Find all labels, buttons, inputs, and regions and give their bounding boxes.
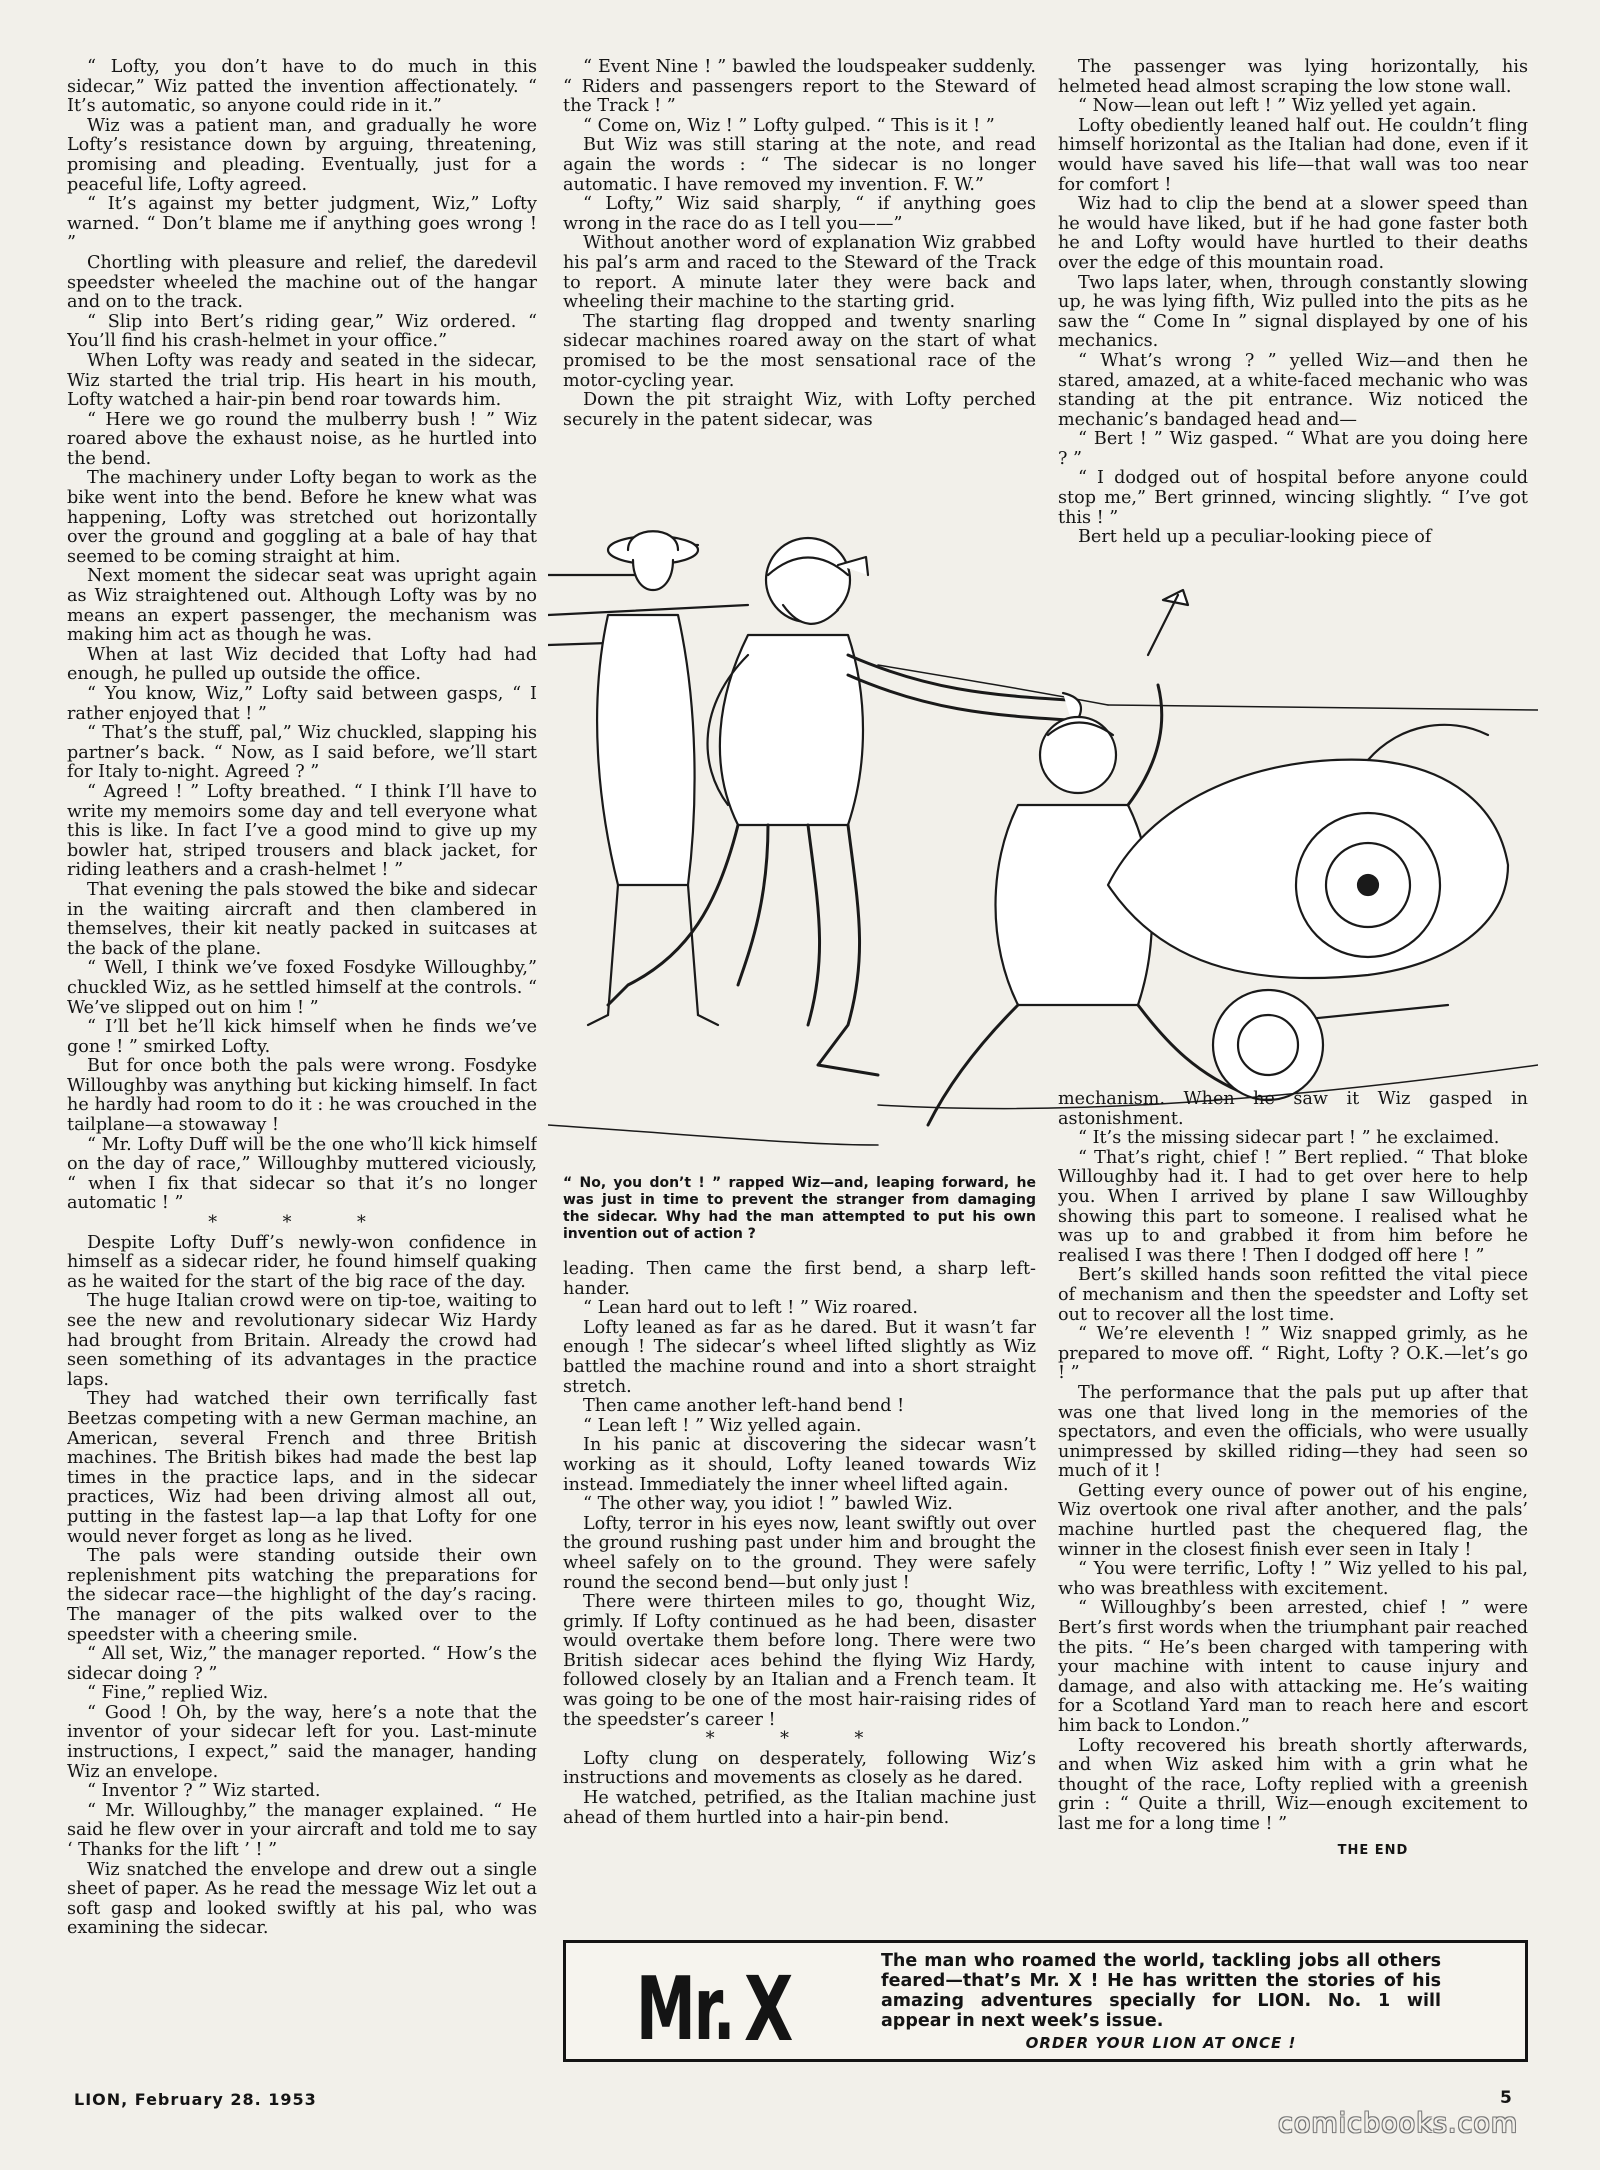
motorcycle-sidecar-illustration [548,505,1538,1165]
paragraph: The performance that the pals put up after that was one that lived long in the memories of the spectators, and even the officials, who were usually unimpressed by skilled riding—they had seen so much of it ! [1058,1382,1528,1482]
paragraph: Lofty recovered his breath shortly afterwards, and when Wiz asked him with a grin what he thought of the race, Lofty replied with a greenish grin : “ Quite a thrill, Wiz—enough excitement to last me for a long time ! ” [1058,1735,1528,1834]
article-column-2-top [563,58,1036,518]
paragraph: “ Good ! Oh, by the way, here’s a note that the inventor of your sidecar left for you. Last-minute instructions, I expect,” said the manager, handing Wiz an envelope. [67,1702,537,1782]
paragraph: mechanism. When he saw it Wiz gasped in astonishment. [1058,1090,1528,1129]
mr-x-logo-x: X [744,1959,794,2063]
paragraph: Down the pit straight Wiz, with Lofty perched securely in the patent sidecar, was [563,390,1036,430]
page-number: 5 [1500,2088,1512,2108]
paragraph: They had watched their own terrifically fast Beetzas competing with a new German machine, an American, several French and three British machines. The British bikes had made the best lap times in the practice laps, and in the sidecar practices, Wiz had been driving almost all out, putting in the fastest lap—a lap that Lofty for one would never forget as long as he lived. [67,1389,537,1547]
paragraph: “ It’s against my better judgment, Wiz,” Lofty warned. “ Don’t blame me if anything goes wrong ! ” [67,194,537,254]
paragraph: The huge Italian crowd were on tip-toe, waiting to see the new and revolutionary sidecar Wiz Hardy had brought from Britain. Already the crowd had seen something of its advantages in the practice laps. [67,1291,537,1390]
paragraph: Lofty leaned as far as he dared. But it wasn’t far enough ! The sidecar’s wheel lifted slightly as Wiz battled the machine round and into a short straight stretch. [563,1317,1036,1397]
paragraph: Two laps later, when, through constantly slowing up, he was lying fifth, Wiz pulled into the pits as he saw the “ Come In ” signal displayed by one of his mechanics. [1058,272,1528,352]
paragraph: “ Agreed ! ” Lofty breathed. “ I think I’ll have to write my memoirs some day and tell everyone what this is like. In fact I’ve a good mind to give up my bowler hat, striped trousers and black jacket, for riding leathers and a crash-helmet ! ” [67,781,537,881]
paragraph: “ All set, Wiz,” the manager reported. “ How’s the sidecar doing ? ” [67,1644,537,1684]
paragraph: Without another word of explanation Wiz grabbed his pal’s arm and raced to the Steward of the Track to report. A minute later they were back and wheeling their machine to the starting grid. [563,233,1036,313]
paragraph: Getting every ounce of power out of his engine, Wiz overtook one rival after another, and the pals’ machine hurtled past the chequered flag, the winner in the closest finish ever seen in Italy ! [1058,1480,1528,1560]
paragraph: That evening the pals stowed the bike and sidecar in the waiting aircraft and then clambered in themselves, their kit neatly packed in suitcases at the back of the plane. [67,879,537,959]
paragraph: Lofty, terror in his eyes now, leant swiftly out over the ground rushing past under him and brought the wheel safely on to the ground. They were safely round the second bend—but only just ! [563,1513,1036,1593]
paragraph: “ I dodged out of hospital before anyone could stop me,” Bert grinned, wincing slightly. “ I’ve got this ! ” [1058,468,1528,528]
paragraph: “ Fine,” replied Wiz. [87,1683,269,1704]
watermark: comicbooks.com [1278,2108,1519,2139]
paragraph: The starting flag dropped and twenty snarling sidecar machines roared away on the start of what promised to be the most sensational race of the motor-cycling year. [563,311,1036,391]
article-column-2-bottom [563,1260,1036,1900]
paragraph: “ Mr. Willoughby,” the manager explained. “ He said he flew over in your aircraft and told me to say ‘ Thanks for the lift ’ ! ” [67,1800,537,1861]
paragraph: “ We’re eleventh ! ” Wiz snapped grimly, as he prepared to move off. “ Right, Lofty ? O.K.—let’s go ! ” [1058,1324,1528,1384]
paragraph: “ Lean hard out to left ! ” Wiz roared. [583,1298,918,1319]
paragraph: Wiz snatched the envelope and drew out a single sheet of paper. As he read the message Wiz let out a soft gasp and looked swiftly at his pal, who was examining the sidecar. [67,1859,537,1939]
paragraph: Bert held up a peculiar-looking piece of [1078,527,1432,548]
paragraph: The passenger was lying horizontally, his helmeted head almost scraping the low stone wall. [1058,58,1528,97]
illustration-drawing [548,505,1538,1165]
paragraph: “ Lofty,” Wiz said sharply, “ if anything goes wrong in the race do as I tell you——” [563,194,1036,234]
paragraph: Despite Lofty Duff’s newly-won confidence in himself as a sidecar rider, he found himself quaking as he waited for the start of the big race of the day. [67,1232,537,1292]
paragraph: Lofty obediently leaned half out. He couldn’t fling himself horizontal as the Italian had done, even if it would have saved his life—that wall was too near for comfort ! [1058,115,1528,195]
advertisement-text: The man who roamed the world, tackling jobs all others feared—that’s Mr. X ! He has written the stories of his amazing adventures specially for LION. No. 1 will appear in next week’s issue. [881,1951,1441,2031]
paragraph: Chortling with pleasure and relief, the daredevil speedster wheeled the machine out of the hangar and on to the track. [67,252,537,313]
paragraph: “ That’s the stuff, pal,” Wiz chuckled, slapping his partner’s back. “ Now, as I said before, we’ll start for Italy to-night. Agreed ? ” [67,723,537,783]
mr-x-logo [636,1951,826,2063]
paragraph: “ Bert ! ” Wiz gasped. “ What are you doing here ? ” [1058,429,1528,469]
paragraph: But Wiz was still staring at the note, and read again the words : “ The sidecar is no longer automatic. I have removed my invention. F. W.” [563,135,1036,195]
paragraph: “ Slip into Bert’s riding gear,” Wiz ordered. “ You’ll find his crash-helmet in your office.” [67,311,537,352]
article-column-3-bottom [1058,1090,1528,1905]
mr-x-advertisement [563,1940,1528,2062]
paragraph: “ Inventor ? ” Wiz started. [87,1781,321,1802]
paragraph: * * * [208,1213,396,1234]
paragraph: The pals were standing outside their own replenishment pits watching the preparations for the sidecar race—the highlight of the day’s racing. The manager of the pits walked over to the speedster with a cheering smile. [67,1546,537,1645]
paragraph: “ I’ll bet he’ll kick himself when he finds we’ve gone ! ” smirked Lofty. [67,1017,537,1057]
the-end-label: THE END [1337,1842,1409,1858]
paragraph: “ What’s wrong ? ” yelled Wiz—and then he stared, amazed, at a white-faced mechanic who was standing at the pit entrance. Wiz noticed the mechanic’s bandaged head and— [1058,350,1528,430]
paragraph: * * * [705,1729,894,1750]
paragraph: “ Well, I think we’ve foxed Fosdyke Willoughby,” chuckled Wiz, as he settled himself at the controls. “ We’ve slipped out on him ! ” [67,958,537,1018]
paragraph: When at last Wiz decided that Lofty had had enough, he pulled up outside the office. [67,644,537,685]
paragraph: But for once both the pals were wrong. Fosdyke Willoughby was anything but kicking himself. In fact he hardly had room to do it : he was crouched in the tailplane—a stowaway ! [67,1056,537,1136]
illustration-caption: “ No, you don’t ! ” rapped Wiz—and, leaping forward, he was just in time to prevent the stranger from damaging the sidecar. Why had the man attempted to put his own invention out of action ? [563,1175,1036,1242]
paragraph: Lofty clung on desperately, following Wiz’s instructions and movements as closely as he dared. [563,1748,1036,1789]
paragraph: “ Lofty, you don’t have to do much in this sidecar,” Wiz patted the invention affectionately. “ It’s automatic, so anyone could ride in it.” [67,58,537,117]
paragraph: The machinery under Lofty began to work as the bike went into the bend. Before he knew what was happening, Lofty was stretched out horizontally over the ground and goggling at a bale of hay that seemed to be coming straight at him. [67,468,537,567]
paragraph: Wiz had to clip the bend at a slower speed than he would have liked, but if he had gone faster both he and Lofty would have hurtled to their deaths over the edge of this mountain road. [1058,194,1528,273]
mr-x-logo-mr: Mr. [636,1959,734,2061]
issue-date: LION, February 28. 1953 [74,2090,317,2109]
paragraph: Bert’s skilled hands soon refitted the vital piece of mechanism and then the speedster and Lofty set out to recover all the lost time. [1058,1265,1528,1325]
paragraph: There were thirteen miles to go, thought Wiz, grimly. If Lofty continued as he had been, disaster would overtake them before long. There were two British sidecar aces behind the flying Wiz Hardy, followed closely by an Italian and a French team. It was going to be one of the most hair-raising rides of the speedster’s career ! [563,1592,1036,1730]
advertisement-order-line: ORDER YOUR LION AT ONCE ! [1025,2034,1297,2052]
paragraph: “ Willoughby’s been arrested, chief ! ” were Bert’s first words when the triumphant pair reached the pits. “ He’s been charged with tampering with your machine with intent to cause injury and damage, and also with attacking me. He’s waiting for a Scotland Yard man to reach here and escort him back to London.” [1058,1598,1528,1736]
paragraph: Then came another left-hand bend ! [583,1396,905,1417]
paragraph: “ Come on, Wiz ! ” Lofty gulped. “ This is it ! ” [583,115,995,136]
paragraph: “ Lean left ! ” Wiz yelled again. [583,1415,862,1436]
paragraph: “ You know, Wiz,” Lofty said between gasps, “ I rather enjoyed that ! ” [67,684,537,724]
paragraph: Next moment the sidecar seat was upright again as Wiz straightened out. Although Lofty was by no means an expert passenger, the mechanism was making him act as though he was. [67,566,537,646]
paragraph: “ You were terrific, Lofty ! ” Wiz yelled to his pal, who was breathless with excitement. [1058,1559,1528,1599]
paragraph: “ That’s right, chief ! ” Bert replied. “ That bloke Willoughby had it. I had to get over here to help you. When I arrived by plane I saw Willoughby showing this part to someone. I realised what he was up to and grabbed it from him before he realised I was there ! Then I dodged off here ! ” [1058,1147,1528,1266]
paragraph: In his panic at discovering the sidecar wasn’t working as it should, Lofty leaned towards Wiz instead. Immediately the inner wheel lifted again. [563,1435,1036,1495]
paragraph: “ Event Nine ! ” bawled the loudspeaker suddenly. “ Riders and passengers report to the Steward of the Track ! ” [563,58,1036,117]
paragraph: Wiz was a patient man, and gradually he wore Lofty’s resistance down by arguing, threatening, promising and pleading. Eventually, just for a peaceful life, Lofty agreed. [67,115,537,195]
paragraph: He watched, petrified, as the Italian machine just ahead of them hurtled into a hair-pin bend. [563,1788,1036,1828]
article-column-1 [67,58,537,1968]
paragraph: “ It’s the missing sidecar part ! ” he exclaimed. [1078,1128,1500,1149]
paragraph: “ The other way, you idiot ! ” bawled Wiz. [583,1494,953,1515]
paragraph: When Lofty was ready and seated in the sidecar, Wiz started the trial trip. His heart in his mouth, Lofty watched a hair-pin bend roar towards him. [67,350,537,411]
paragraph: “ Here we go round the mulberry bush ! ” Wiz roared above the exhaust noise, as he hurtled into the bend. [67,409,537,469]
paragraph: leading. Then came the first bend, a sharp left-hander. [563,1260,1036,1299]
paragraph: “ Now—lean out left ! ” Wiz yelled yet again. [1078,96,1477,117]
paragraph: “ Mr. Lofty Duff will be the one who’ll kick himself on the day of race,” Willoughby muttered viciously, “ when I fix that sidecar so that it’s no longer automatic ! ” [67,1134,537,1214]
